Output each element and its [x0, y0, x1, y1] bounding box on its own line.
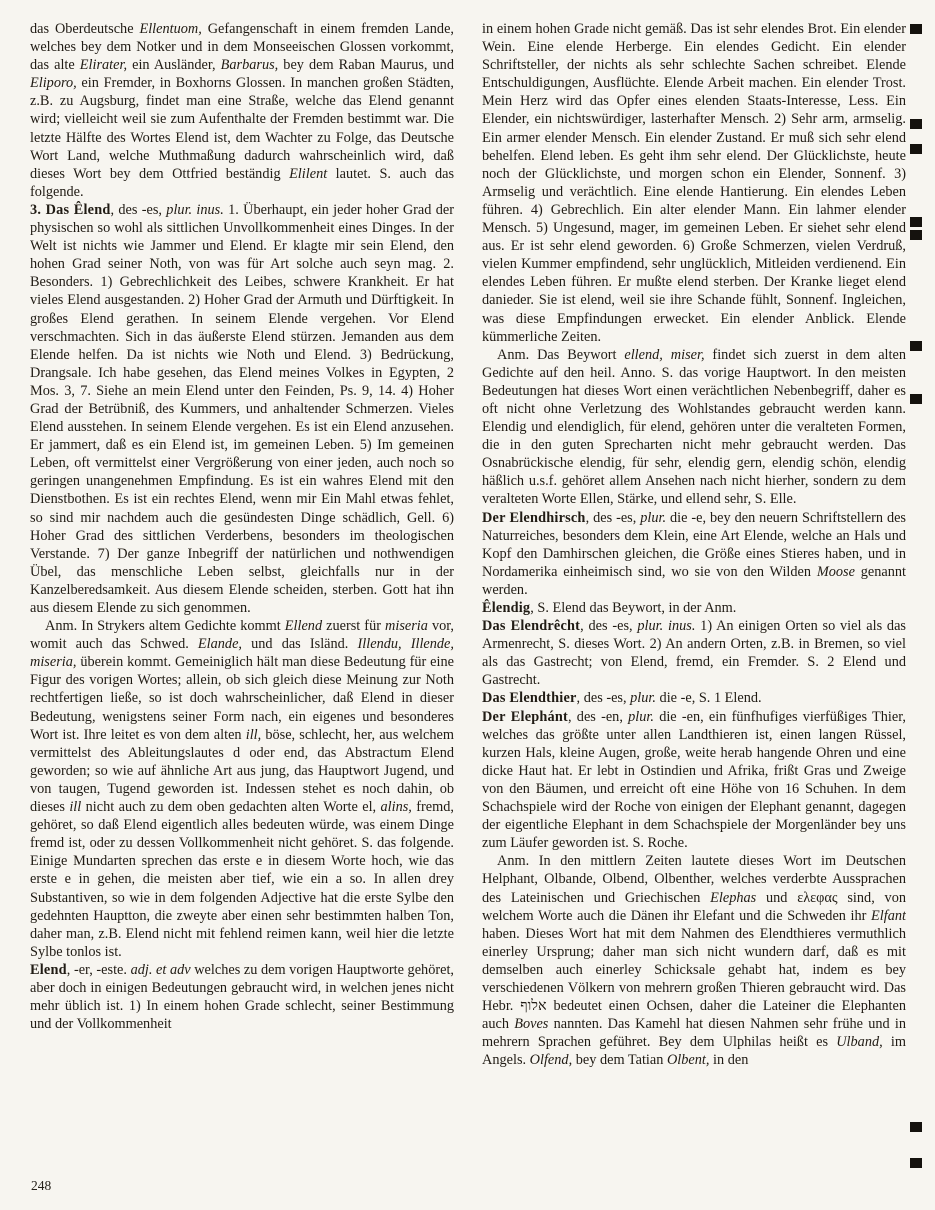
text-run: plur. inus.	[637, 618, 696, 635]
text-run: adj. et adv	[130, 961, 191, 978]
text-run: , -er, -este.	[66, 961, 131, 978]
text-run: Êlendig	[482, 600, 531, 616]
text-run: miseria	[385, 618, 428, 635]
text-run: plur.	[628, 708, 654, 725]
entry-das-elendthier	[482, 689, 906, 707]
text-run: Barbarus,	[220, 57, 279, 74]
text-run: im Angels.	[482, 1034, 906, 1069]
text-run: plur.	[630, 690, 656, 707]
text-run: Ulband,	[836, 1034, 883, 1051]
text-run: plur. inus.	[166, 201, 224, 218]
text-run: ein Ausländer,	[127, 57, 221, 74]
text-run: Der Elendhirsch	[482, 509, 586, 526]
anm-elephant	[482, 852, 906, 1069]
text-run: das Oberdeutsche	[30, 21, 140, 37]
ink-mark	[910, 1158, 922, 1168]
ink-mark	[910, 394, 922, 404]
text-run: Moose	[816, 563, 855, 580]
text-columns	[30, 20, 906, 1172]
text-run: Olfend,	[529, 1052, 573, 1069]
text-run: , des -en,	[568, 708, 629, 725]
text-run: in einem hohen Grade nicht gemäß. Das ist sehr elendes Brot. Ein elender Wein. Eine elende Herberge. Ein elendes Gedicht. Ein elender Schriftsteller, der nichts als sehr schlechte Sachen schreibet. Elende Entschuldigungen, Ausflüchte. Elende Arbeit machen. Ein elender Trost. Mein Herz wird das Opfer eines elenden Staats-Interesse, Less. Ein Elender, ein nichtswürdiger, lasterhafter Mensch. 2) Sehr arm, armselig. Ein armer elender Mensch. Ein elender Zustand. Er muß sich sehr elend behelfen. Elend leben. Es geht ihm sehr elend. Der Glücklichste, heute noch der Glücklichste, und morgen schon ein Elender, Sonnenf. 3) Armselig und verächtlich. Eine elende Hantierung. Ein elendes Leben führen. 4) Gebrechlich. Ein alter elender Mann. Ein lahmer elender Mensch. 5) Ungesund, mager, im gemeinen Leben. Er siehet sehr elend aus. Er ist sehr elend geworden. 6) Große Schmerzen, vielen Verdruß, vielen Kummer empfindend, sehr unglücklich, Mitleiden verdienend. Ein elendes Leben führen. Er mußte elend sterben. Der Kranke lieget elend danieder. Sie ist elend, weil sie ihre Schande fühlt, Sonnenf. Ingleichen, was diese Empfindungen erwecket. Ein elender Anblick. Elende kümmerliche Zeiten.	[482, 21, 906, 345]
ink-mark	[910, 230, 922, 240]
ink-mark	[910, 119, 922, 129]
text-run: Elend	[30, 961, 67, 978]
text-run: und das Isländ.	[242, 636, 358, 653]
text-run: ellend, miser,	[624, 346, 705, 363]
continuation-elend-adjective	[482, 20, 906, 346]
text-run: Illendu, Illende, miseria,	[30, 636, 454, 671]
ink-mark	[910, 1122, 922, 1132]
text-run: Olbent,	[666, 1052, 710, 1069]
entry-das-elendrecht	[482, 617, 906, 689]
anm-elend-adjective	[482, 346, 906, 509]
text-run: Elfant	[871, 907, 906, 924]
text-run: nicht auch zu dem oben gedachten alten Worte el,	[81, 799, 381, 816]
text-run: überein kommt. Gemeiniglich hält man diese Bedeutung für eine Figur des vorigen Wortes; allein, ob sich gleich diese Meinung zur Noth rechtfertigen ließe, so ist doch wahrscheinlicher, daß Elend in dieser Bedeutung, wenigstens seiner Form nach, ein eigenes und besonderes Wort ist. Ihre leitet es von dem alten	[30, 654, 454, 743]
text-run: ill	[69, 799, 82, 816]
text-run: Elande,	[197, 636, 242, 653]
right-column	[482, 20, 906, 1172]
text-run: ein Fremder, in Boxhorns Glossen. In manchen großen Städten, z.B. zu Augsburg, findet man eine Straße, welche das Elend genannt wird; vielleicht weil sie zum Aufenthalte der Fremden bestimmt war. Die letzte Hälfte des Wortes Elend ist, dem Wachter zu Folge, das Deutsche Wort Land, welche Muthmaßung dadurch wahrscheinlich wird, daß dieses Wort bey dem Ottfried beständig	[30, 75, 454, 182]
text-run: Anm. Das Beywort	[497, 346, 625, 363]
text-run: , des -es,	[110, 201, 167, 218]
text-run: Gefangenschaft in einem fremden Lande, welches bey dem Notker und in dem Monseeischen Glossen vorkommt, das alte	[30, 21, 454, 74]
text-run: Ellend	[284, 618, 323, 635]
entry-der-elephant	[482, 708, 906, 853]
text-run: vor, womit auch das Schwed.	[30, 618, 454, 653]
text-run: die -e, bey den neuern Schriftstellern des Naturreiches, besonders dem Klein, eine Art Elende, welche an Hals und Kopf den Damhirschen gleichen, die Größe eines Stieres haben, und in Nordamerika einheimisch sind, wo sie von den Wilden	[482, 509, 906, 580]
ink-mark	[910, 217, 922, 227]
text-run: bey dem Raban Maurus, und	[278, 57, 454, 74]
anm-elend-noun	[30, 617, 454, 961]
text-run: , des -es,	[580, 618, 638, 635]
text-run: , des -es,	[576, 690, 631, 707]
text-run: zuerst für	[322, 618, 386, 635]
ink-mark	[910, 24, 922, 34]
ink-mark	[910, 144, 922, 154]
left-column	[30, 20, 454, 1172]
entry-der-elendhirsch	[482, 509, 906, 599]
text-run: Anm. In den mittlern Zeiten lautete dieses Wort im Deutschen Helphant, Olbande, Olbend, Olbenther, welches verderbte Aussprachen des Lateinischen und Griechischen	[482, 853, 906, 906]
page-number: 248	[31, 1178, 52, 1193]
text-run: Anm. In Strykers altem Gedichte kommt	[45, 618, 285, 635]
text-run: 3. Das Êlend	[30, 201, 111, 218]
text-run: fremd, gehöret, so daß Elend eigentlich alles bedeuten würde, was einem Dinge fremd ist, oder zu dessen Vollkommenheit nicht gehöret. S. das folgende. Einige Mundarten sprechen das erste e in diesem Worte hoch, wie das erste e in gehen, die meisten aber tief, wie ein a so. In allen drey Substantiven, so wie in dem folgenden Adjective hat die erste Sylbe den gedehnten Hauptton, die zweyte aber einen sehr bestimmten halben Ton, daher man, z.B. Elend nicht mit fehlend reimen kann, weil hier die letzte Sylbe tonlos ist.	[30, 799, 454, 960]
text-run: Das Elendrêcht	[482, 618, 581, 635]
text-run: bey dem Tatian	[572, 1052, 667, 1069]
text-run: alins,	[380, 799, 412, 816]
text-run: böse, schlecht, her, aus welchem vermittelst des Ableitungslautes d oder end, das Abstractum Elend geworden; so wie auf ähnliche Art aus jung, das Hauptwort Jugend, und von taugen, Tugend geworden ist. Indessen stehet es noch dahin, ob dieses	[30, 726, 454, 816]
text-run: die -en, ein fünfhufiges vierfüßiges Thier, welches das größte unter allen Landthieren ist, einen langen Rüssel, kurzen Hals, kleine Augen, große, weite herab hangende Ohren und eine dicke Haut hat. Er lebt in Ostindien und Afrika, frißt Gras und Zweige von den Bäumen, und erreicht oft eine Höhe von 16 Schuhen. In dem Schachspiele wird der Roche von einigen der Elephant genannt, dagegen der eigentliche Elephant in dem Schachspiele der Morgenländer bey uns zum Läufer geworden ist. S. Roche.	[482, 708, 906, 852]
continuation-elend-etymology	[30, 20, 454, 201]
text-run: die -e, S. 1 Elend.	[655, 690, 762, 707]
text-run: welches zu dem vorigen Hauptworte gehöret, aber doch in einigen Bedeutungen gebraucht wird, in welchen jenes nicht mehr üblich ist. 1) In einem hohen Grade schlecht, seiner Bestimmung und der Vollkommenheit	[30, 961, 454, 1033]
text-run: 1. Überhaupt, ein jeder hoher Grad der physischen so wohl als sittlichen Unvollkommenheit eines Dinges. In der Welt ist nichts wie Jammer und Elend. Er klagte mir sein Elend, den hohen Grad seiner Noth, von was für Art solche auch seyn mag. 2. Besonders. 1) Gebrechlichkeit des Leibes, schwere Krankheit. Er hat vieles Elend ausgestanden. 2) Hoher Grad der Armuth und Dürftigkeit. In großes Elend gerathen. In seinem Elende vergehen. Vor Elend verschmachten. Sich in das äußerste Elend stürzen. Jemanden aus dem Elende helfen. Da ist nichts wie Noth und Elend. 3) Bedrückung, Drangsale. Ich habe gesehen, das Elend meines Volkes in Egypten, 2 Mos. 3, 7. Siehe an mein Elend unter den Feinden, Ps. 9, 14. 4) Hoher Grad der Betrübniß, des Kummers, und anhaltender Schmerzen. Vieles Elend ausstehen. In seinem Elende vergehen. Es ist ein Elend anzusehen. Er jammert, daß es ein Elend ist, im gemeinen Leben. 5) Im gemeinen Leben, oft vermittelst einer Vergrößerung von einer jeden, auch noch so geringen unangenehmen Empfindung. Es ist ein wahres Elend mit den Dienstbothen. Es ist ein rechtes Elend, wenn mir Ein Mahl etwas fehlet, so sind mir nachdem auch die gesündesten Dinge schädlich, Gell. 6) Hoher Grad des sittlichen Verderbens, besonders im theologischen Verstande. 7) Der ganze Inbegriff der natürlichen und nothwendigen Übel, das menschliche Leben selbst, gleichfalls nur in der Kanzelberedsamkeit. Aus diesem Elende scheiden, sterben. Gott hat ihn aus diesem Elende zu sich genommen.	[30, 201, 454, 616]
text-run: 1) An einigen Orten so viel als das Armenrecht, S. dieses Wort. 2) An andern Orten, z.B. in Bremen, so viel als das Gastrecht; von Elend, fremd, ein Fremder. S. 2 Elend und Gastrecht.	[482, 618, 906, 689]
text-run: Eliporo,	[30, 75, 77, 92]
text-run: und ελεφας sind, von welchem Worte auch die Dänen ihr Elefant und die Schweden ihr	[482, 889, 906, 924]
text-run: Elephas	[710, 889, 757, 906]
text-run: , S. Elend das Beywort, in der Anm.	[530, 600, 737, 616]
text-run: haben. Dieses Wort hat mit dem Nahmen des Elendthieres vermuthlich einerley Ursprung; daher man sich nicht wundern darf, daß es mit demselben auch einerley Schicksale gehabt hat, indem es bey verschiedenen Völkern von mehrern großen Thieren gebraucht wird. Das Hebr. אלוף bedeutet einen Ochsen, daher die Lateiner die Elephanten auch	[482, 925, 906, 1033]
text-run: lautet. S. auch das folgende.	[30, 165, 454, 200]
text-run: Elirater,	[79, 57, 128, 74]
entry-elendig	[482, 599, 906, 617]
text-run: , des -es,	[585, 509, 641, 526]
text-run: Elilent	[289, 165, 328, 182]
ink-mark	[910, 341, 922, 351]
text-run: Der Elephánt	[482, 708, 568, 725]
text-run: in den	[709, 1052, 749, 1069]
text-run: genannt werden.	[482, 563, 906, 598]
text-run: findet sich zuerst in dem alten Gedichte auf den heil. Anno. S. das vorige Hauptwort. In den meisten Bedeutungen hat dieses Wort einen verächtlichen Nebenbegriff, daher es oft nicht ohne Verletzung des Wohlstandes gebraucht werden kann. Elendig und elendiglich, für elend, gehören unter die veralteten Formen, die in den guten Sprecharten nicht mehr gebraucht werden. Das Osnabrückische elendig, für sehr, elendig gern, elendig schön, elendig häßlich u.s.f. gehöret allem Ansehen nach nicht hierher, sondern zu dem veralteten Worte Ellen, Stärke, und ellend sehr, S. Elle.	[482, 346, 906, 508]
entry-elend-adjective	[30, 961, 454, 1033]
entry-3-das-elend	[30, 201, 454, 617]
text-run: Boves	[514, 1016, 549, 1033]
text-run: nannten. Das Kamehl hat diesen Nahmen sehr frühe und in mehrern Sprachen geführet. Bey dem Ulphilas heißt es	[482, 1016, 906, 1051]
text-run: Das Elendthier	[482, 690, 577, 707]
text-run: Ellentuom,	[139, 21, 202, 37]
page-footer	[31, 1178, 51, 1194]
text-run: plur.	[640, 509, 667, 526]
text-run: ill,	[245, 726, 262, 743]
